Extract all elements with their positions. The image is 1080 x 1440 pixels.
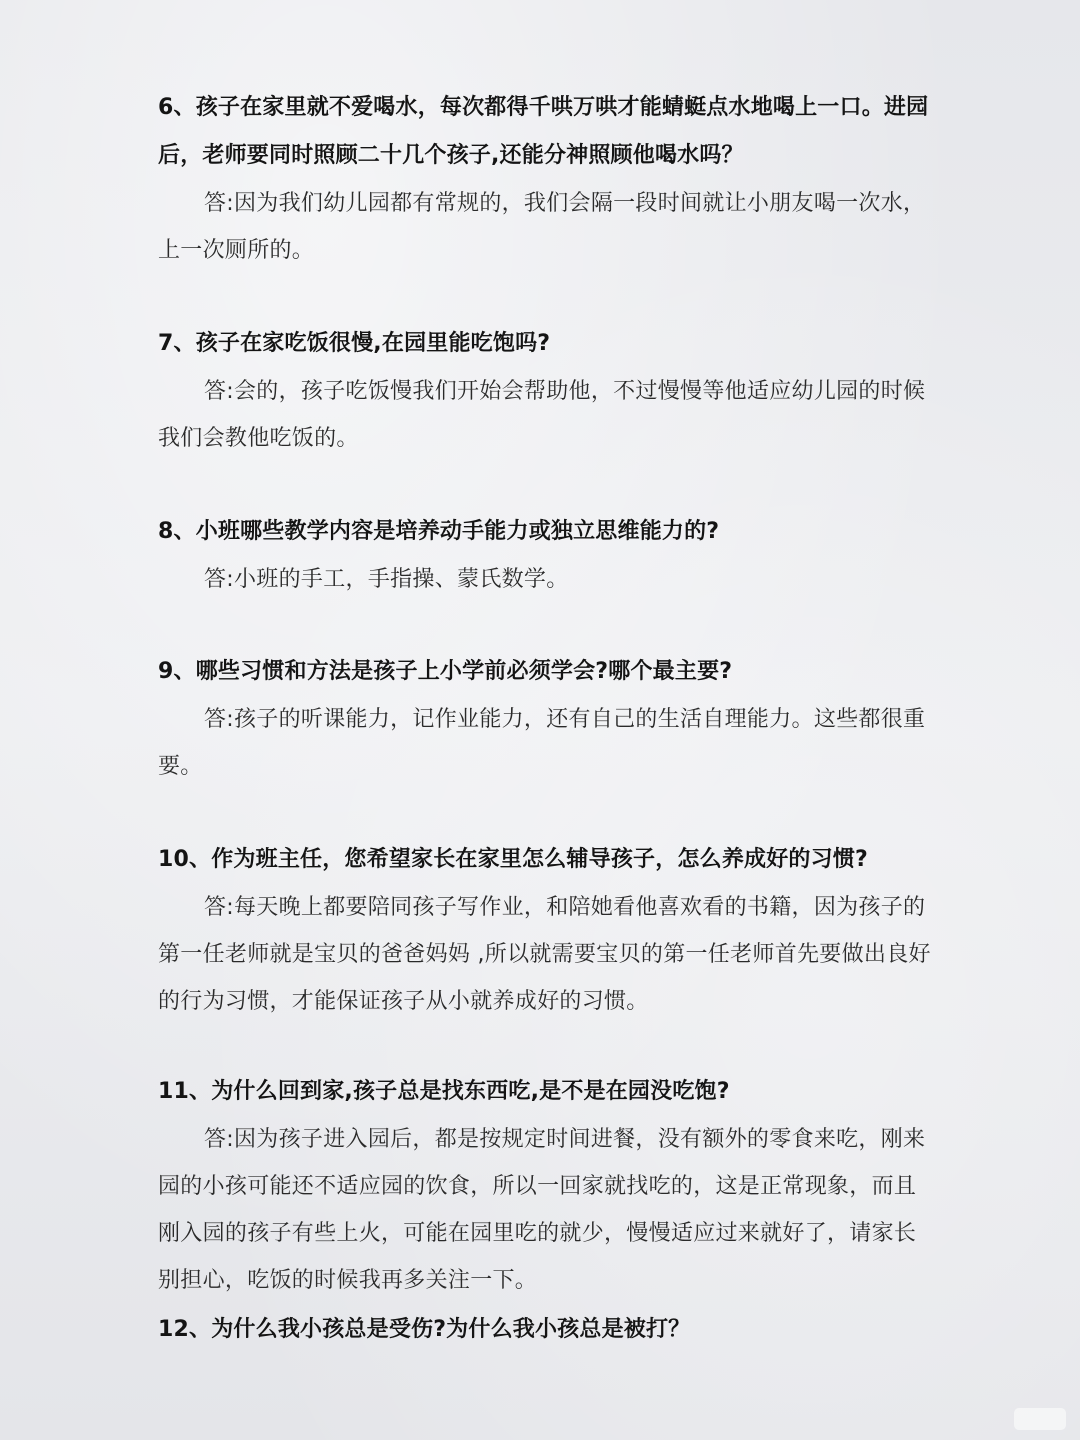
- question-9: 9、哪些习惯和方法是孩子上小学前必须学会?哪个最主要?: [158, 659, 733, 684]
- watermark-badge: [1014, 1408, 1066, 1430]
- answer-10: 答:每天晚上都要陪同孩子写作业，和陪她看他喜欢看的书籍，因为孩子的第一任老师就是宝贝的爸爸妈妈 ,所以就需要宝贝的第一任老师首先要做出良好的行为习惯，才能保证孩子从小就养成好的习惯。: [158, 895, 931, 1014]
- question-6: 6、孩子在家里就不爱喝水，每次都得千哄万哄才能蜻蜓点水地喝上一口。进园后，老师要同时照顾二十几个孩子,还能分神照顾他喝水吗？: [158, 95, 929, 168]
- question-12: 12、为什么我小孩总是受伤?为什么我小孩总是被打？: [158, 1317, 691, 1342]
- question-8: 8、小班哪些教学内容是培养动手能力或独立思维能力的?: [158, 519, 720, 544]
- answer-8: 答:小班的手工，手指操、蒙氏数学。: [204, 567, 569, 592]
- answer-11: 答:因为孩子进入园后，都是按规定时间进餐，没有额外的零食来吃，刚来园的小孩可能还不适应园的饮食，所以一回家就找吃的，这是正常现象，而且刚入园的孩子有些上火，可能在园里吃的就少，慢慢适应过来就好了，请家长别担心，吃饭的时候我再多关注一下。: [158, 1127, 926, 1293]
- answer-6: 答:因为我们幼儿园都有常规的，我们会隔一段时间就让小朋友喝一次水，上一次厕所的。: [158, 191, 926, 263]
- question-11: 11、为什么回到家,孩子总是找东西吃,是不是在园没吃饱?: [158, 1079, 730, 1104]
- answer-7: 答:会的，孩子吃饭慢我们开始会帮助他，不过慢慢等他适应幼儿园的时候我们会教他吃饭的。: [158, 379, 926, 451]
- question-10: 10、作为班主任，您希望家长在家里怎么辅导孩子，怎么养成好的习惯?: [158, 847, 868, 872]
- question-7: 7、孩子在家吃饭很慢,在园里能吃饱吗?: [158, 331, 551, 356]
- answer-9: 答:孩子的听课能力，记作业能力，还有自己的生活自理能力。这些都很重要。: [158, 707, 926, 779]
